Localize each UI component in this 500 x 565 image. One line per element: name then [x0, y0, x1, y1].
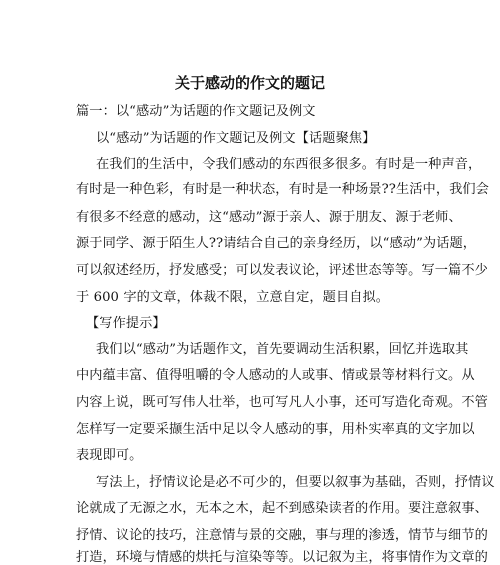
paragraph-2-line: 怎样写一定要采撷生活中足以令人感动的事，用朴实率真的文字加以 — [76, 422, 475, 437]
paragraph-1-line: 可以叙述经历，抒发感受；可以发表议论，评述世态等等。写一篇不少 — [76, 263, 488, 278]
subheading: 以“感动”为话题的作文题记及例文【话题聚焦】 — [96, 131, 376, 146]
tips-heading: 【写作提示】 — [86, 316, 166, 331]
paragraph-1-line: 有时是一种色彩，有时是一种状态，有时是一种场景??生活中，我们会 — [76, 182, 489, 197]
paragraph-2-line: 内容上说，既可写伟人壮举，也可写凡人小事，还可写造化奇观。不管 — [76, 395, 488, 410]
paragraph-1-line: 于 600 字的文章，体裁不限，立意自定，题目自拟。 — [76, 290, 390, 305]
paragraph-2-line: 中内蕴丰富、值得咀嚼的令人感动的人或事、情或景等材料行文。从 — [76, 368, 475, 383]
document-title: 关于感动的作文的题记 — [174, 74, 325, 92]
section-heading: 篇一：以“感动”为话题的作文题记及例文 — [76, 104, 316, 119]
paragraph-1-line: 源于同学、源于陌生人??请结合自己的亲身经历，以“感动”为话题， — [76, 236, 477, 251]
paragraph-2-line: 表现即可。 — [76, 448, 143, 463]
paragraph-1-line: 有很多不经意的感动，这“感动”源于亲人、源于朋友、源于老师、 — [76, 210, 462, 225]
paragraph-1-line: 在我们的生活中，令我们感动的东西很多很多。有时是一种声音， — [96, 157, 482, 172]
paragraph-3-line: 写法上，抒情议论是必不可少的，但要以叙事为基础，否则，抒情议 — [96, 475, 495, 490]
paragraph-3-line: 抒情、议论的技巧，注意情与景的交融，事与理的渗透，情节与细节的 — [76, 528, 488, 543]
paragraph-3-line: 打造，环境与情感的烘托与渲染等等。以记叙为主，将事情作为文章的 — [76, 550, 488, 565]
paragraph-2-line: 我们以“感动”为话题作文，首先要调动生活积累，回忆并选取其 — [96, 342, 469, 357]
paragraph-3-line: 论就成了无源之水，无本之木，起不到感染读者的作用。要注意叙事、 — [76, 501, 488, 516]
